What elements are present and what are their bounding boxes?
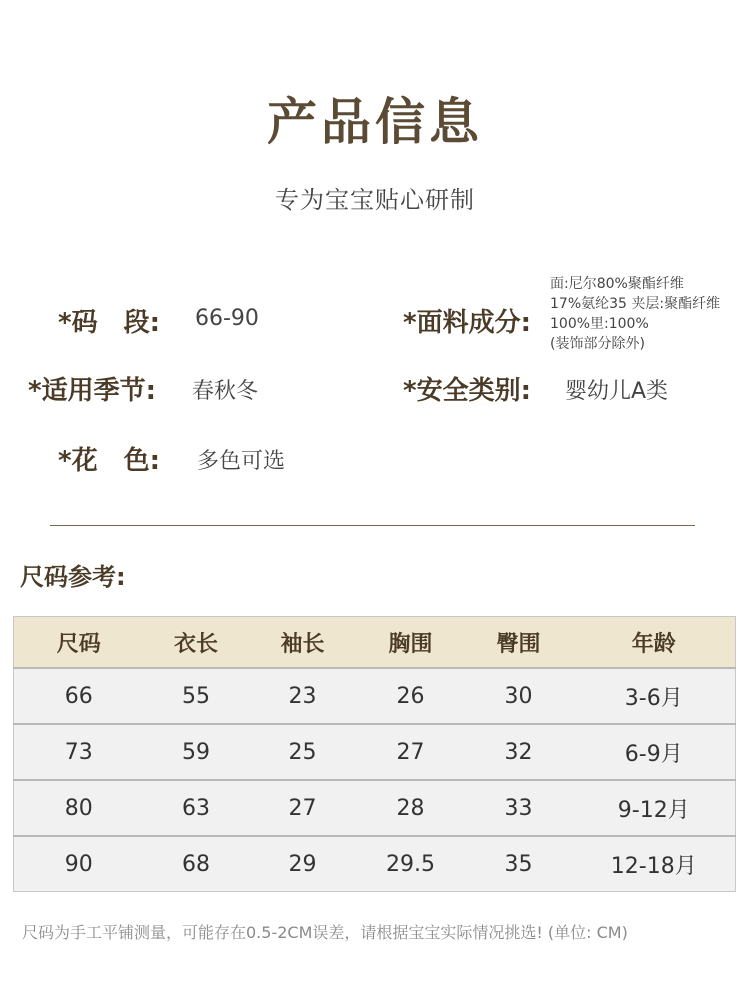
color-label: *花 色: (58, 446, 160, 476)
cell-chest: 27 (357, 724, 465, 780)
table-row (14, 724, 736, 780)
season-label: *适用季节: (28, 376, 156, 406)
cell-hip: 33 (465, 780, 573, 836)
fabric-line: (装饰部分除外) (550, 336, 645, 352)
cell-age: 3-6月 (573, 668, 736, 724)
header-sleeve: 袖长 (249, 617, 357, 669)
size-chart-table (13, 616, 736, 892)
cell-sleeve: 29 (249, 836, 357, 892)
table-row (14, 668, 736, 724)
cell-size: 66 (14, 668, 144, 724)
cell-age: 9-12月 (573, 780, 736, 836)
fabric-composition (550, 274, 720, 354)
cell-hip: 30 (465, 668, 573, 724)
cell-size: 80 (14, 780, 144, 836)
header-length: 衣长 (144, 617, 249, 669)
header-chest: 胸围 (357, 617, 465, 669)
cell-chest: 26 (357, 668, 465, 724)
table-header-row (14, 617, 736, 669)
cell-chest: 29.5 (357, 836, 465, 892)
table-row (14, 836, 736, 892)
cell-age: 6-9月 (573, 724, 736, 780)
header-hip: 臀围 (465, 617, 573, 669)
header-size: 尺码 (14, 617, 144, 669)
season-value: 春秋冬 (192, 379, 259, 404)
header-age: 年龄 (573, 617, 736, 669)
cell-length: 68 (144, 836, 249, 892)
cell-sleeve: 23 (249, 668, 357, 724)
cell-size: 73 (14, 724, 144, 780)
cell-size: 90 (14, 836, 144, 892)
safety-label: *安全类别: (403, 376, 531, 406)
safety-value: 婴幼儿A类 (565, 379, 669, 404)
size-range-label: *码 段: (58, 308, 160, 338)
fabric-label: *面料成分: (403, 308, 531, 338)
cell-length: 63 (144, 780, 249, 836)
fabric-line: 面:尼尔80%聚酯纤维 (550, 276, 684, 292)
measurement-footnote: 尺码为手工平铺测量，可能存在0.5-2CM误差，请根据宝宝实际情况挑选! (单位: CM) (22, 923, 628, 942)
fabric-line: 17%氨纶35 夹层:聚酯纤维 (550, 296, 721, 312)
page-subtitle: 专为宝宝贴心研制 (275, 186, 475, 214)
size-chart-title: 尺码参考: (20, 563, 126, 591)
cell-length: 55 (144, 668, 249, 724)
cell-chest: 28 (357, 780, 465, 836)
cell-hip: 35 (465, 836, 573, 892)
cell-age: 12-18月 (573, 836, 736, 892)
size-range-value: 66-90 (195, 306, 259, 331)
cell-sleeve: 25 (249, 724, 357, 780)
page-title: 产品信息 (267, 92, 483, 151)
fabric-line: 100%里:100% (550, 316, 649, 332)
divider (50, 525, 695, 526)
table-row (14, 780, 736, 836)
cell-length: 59 (144, 724, 249, 780)
cell-hip: 32 (465, 724, 573, 780)
color-value: 多色可选 (197, 449, 286, 474)
cell-sleeve: 27 (249, 780, 357, 836)
